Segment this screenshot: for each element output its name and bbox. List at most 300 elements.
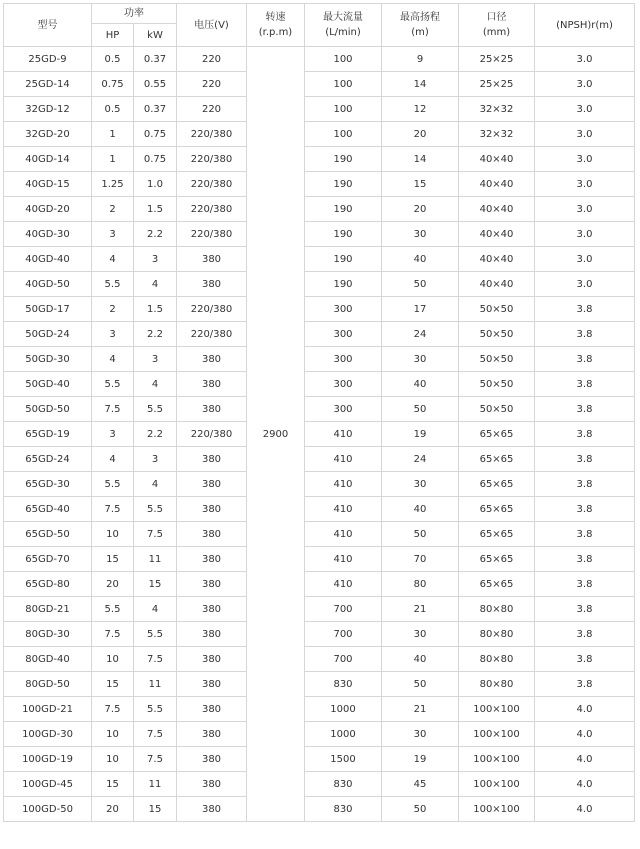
cell-voltage: 220	[177, 97, 247, 122]
table-body	[4, 47, 635, 822]
cell-model: 50GD-40	[4, 372, 92, 397]
cell-kw: 11	[134, 547, 177, 572]
cell-voltage: 380	[177, 697, 247, 722]
cell-kw: 4	[134, 272, 177, 297]
header-bore	[459, 4, 535, 47]
table-row	[4, 197, 635, 222]
table-row	[4, 372, 635, 397]
cell-model: 100GD-45	[4, 772, 92, 797]
cell-voltage: 220/380	[177, 422, 247, 447]
cell-bore: 32×32	[459, 122, 535, 147]
cell-flow: 190	[305, 222, 382, 247]
cell-kw: 4	[134, 597, 177, 622]
cell-model: 65GD-80	[4, 572, 92, 597]
cell-head: 14	[382, 147, 459, 172]
cell-kw: 0.37	[134, 47, 177, 72]
cell-bore: 65×65	[459, 447, 535, 472]
cell-kw: 2.2	[134, 222, 177, 247]
cell-flow: 190	[305, 172, 382, 197]
cell-voltage: 220/380	[177, 122, 247, 147]
cell-head: 19	[382, 747, 459, 772]
cell-kw: 11	[134, 772, 177, 797]
cell-npsh: 3.8	[535, 347, 635, 372]
cell-hp: 7.5	[92, 397, 134, 422]
cell-bore: 80×80	[459, 647, 535, 672]
cell-bore: 65×65	[459, 572, 535, 597]
cell-flow: 100	[305, 97, 382, 122]
cell-voltage: 380	[177, 272, 247, 297]
cell-model: 100GD-21	[4, 697, 92, 722]
cell-npsh: 3.8	[535, 522, 635, 547]
header-row-1	[4, 4, 635, 24]
cell-head: 24	[382, 322, 459, 347]
cell-bore: 65×65	[459, 522, 535, 547]
cell-model: 50GD-17	[4, 297, 92, 322]
table-row	[4, 422, 635, 447]
cell-model: 50GD-30	[4, 347, 92, 372]
cell-head: 20	[382, 122, 459, 147]
cell-bore: 32×32	[459, 97, 535, 122]
cell-kw: 1.5	[134, 197, 177, 222]
cell-kw: 0.75	[134, 147, 177, 172]
cell-npsh: 3.8	[535, 322, 635, 347]
cell-kw: 11	[134, 672, 177, 697]
cell-flow: 300	[305, 372, 382, 397]
cell-bore: 65×65	[459, 422, 535, 447]
cell-voltage: 380	[177, 597, 247, 622]
header-flow	[305, 4, 382, 47]
cell-flow: 700	[305, 647, 382, 672]
header-model: 型号	[4, 4, 92, 47]
cell-model: 40GD-14	[4, 147, 92, 172]
cell-flow: 1500	[305, 747, 382, 772]
cell-head: 21	[382, 697, 459, 722]
cell-voltage: 380	[177, 247, 247, 272]
cell-npsh: 3.0	[535, 197, 635, 222]
cell-bore: 25×25	[459, 47, 535, 72]
cell-head: 50	[382, 797, 459, 822]
header-head	[382, 4, 459, 47]
cell-kw: 1.5	[134, 297, 177, 322]
table-row	[4, 797, 635, 822]
cell-kw: 5.5	[134, 497, 177, 522]
cell-model: 40GD-20	[4, 197, 92, 222]
cell-voltage: 380	[177, 347, 247, 372]
cell-npsh: 3.0	[535, 97, 635, 122]
cell-kw: 0.55	[134, 72, 177, 97]
table-row	[4, 272, 635, 297]
cell-npsh: 3.8	[535, 372, 635, 397]
cell-model: 25GD-9	[4, 47, 92, 72]
cell-model: 32GD-20	[4, 122, 92, 147]
cell-kw: 3	[134, 247, 177, 272]
cell-hp: 0.75	[92, 72, 134, 97]
cell-flow: 190	[305, 272, 382, 297]
cell-npsh: 3.8	[535, 672, 635, 697]
cell-bore: 40×40	[459, 272, 535, 297]
cell-voltage: 220/380	[177, 172, 247, 197]
table-row	[4, 247, 635, 272]
table-row	[4, 472, 635, 497]
table-row	[4, 697, 635, 722]
cell-npsh: 3.8	[535, 297, 635, 322]
cell-kw: 4	[134, 472, 177, 497]
cell-hp: 1.25	[92, 172, 134, 197]
cell-npsh: 4.0	[535, 747, 635, 772]
table-row	[4, 222, 635, 247]
cell-kw: 2.2	[134, 322, 177, 347]
cell-model: 80GD-30	[4, 622, 92, 647]
cell-kw: 0.75	[134, 122, 177, 147]
cell-flow: 100	[305, 47, 382, 72]
cell-head: 17	[382, 297, 459, 322]
cell-model: 25GD-14	[4, 72, 92, 97]
cell-npsh: 3.0	[535, 147, 635, 172]
header-hp: HP	[92, 24, 134, 47]
cell-kw: 5.5	[134, 622, 177, 647]
cell-npsh: 3.0	[535, 72, 635, 97]
cell-model: 100GD-30	[4, 722, 92, 747]
cell-head: 21	[382, 597, 459, 622]
cell-bore: 80×80	[459, 672, 535, 697]
cell-speed: 2900	[247, 47, 305, 822]
cell-hp: 5.5	[92, 472, 134, 497]
cell-voltage: 380	[177, 772, 247, 797]
header-flow-title: 最大流量	[323, 12, 363, 23]
cell-hp: 10	[92, 522, 134, 547]
cell-bore: 40×40	[459, 222, 535, 247]
cell-hp: 3	[92, 222, 134, 247]
header-npsh: (NPSH)r(m)	[535, 4, 635, 47]
cell-kw: 3	[134, 447, 177, 472]
cell-head: 50	[382, 522, 459, 547]
cell-hp: 1	[92, 147, 134, 172]
cell-voltage: 380	[177, 547, 247, 572]
cell-flow: 830	[305, 797, 382, 822]
table-row	[4, 447, 635, 472]
table-row	[4, 747, 635, 772]
cell-head: 50	[382, 397, 459, 422]
cell-head: 24	[382, 447, 459, 472]
cell-voltage: 220/380	[177, 297, 247, 322]
header-head-unit: (m)	[411, 27, 429, 38]
cell-npsh: 3.8	[535, 497, 635, 522]
cell-hp: 1	[92, 122, 134, 147]
table-row	[4, 347, 635, 372]
cell-kw: 7.5	[134, 747, 177, 772]
cell-head: 20	[382, 197, 459, 222]
cell-head: 50	[382, 672, 459, 697]
cell-bore: 100×100	[459, 797, 535, 822]
header-bore-unit: (mm)	[482, 27, 511, 38]
cell-kw: 7.5	[134, 647, 177, 672]
cell-hp: 5.5	[92, 597, 134, 622]
cell-head: 14	[382, 72, 459, 97]
table-row	[4, 522, 635, 547]
cell-head: 30	[382, 622, 459, 647]
cell-flow: 410	[305, 522, 382, 547]
cell-voltage: 380	[177, 447, 247, 472]
table-row	[4, 647, 635, 672]
header-speed	[247, 4, 305, 47]
cell-voltage: 380	[177, 572, 247, 597]
cell-flow: 190	[305, 247, 382, 272]
cell-hp: 4	[92, 447, 134, 472]
cell-kw: 15	[134, 572, 177, 597]
cell-model: 40GD-50	[4, 272, 92, 297]
cell-bore: 65×65	[459, 497, 535, 522]
cell-kw: 1.0	[134, 172, 177, 197]
cell-head: 50	[382, 272, 459, 297]
cell-bore: 40×40	[459, 147, 535, 172]
cell-flow: 700	[305, 622, 382, 647]
header-bore-title: 口径	[486, 12, 507, 23]
header-speed-unit: (r.p.m)	[258, 27, 293, 38]
table-row	[4, 622, 635, 647]
cell-model: 80GD-50	[4, 672, 92, 697]
cell-npsh: 3.8	[535, 572, 635, 597]
cell-bore: 100×100	[459, 697, 535, 722]
cell-head: 30	[382, 347, 459, 372]
cell-bore: 100×100	[459, 722, 535, 747]
cell-hp: 10	[92, 722, 134, 747]
cell-npsh: 3.0	[535, 222, 635, 247]
table-row	[4, 322, 635, 347]
cell-npsh: 3.8	[535, 472, 635, 497]
cell-voltage: 380	[177, 672, 247, 697]
cell-npsh: 3.0	[535, 172, 635, 197]
cell-hp: 15	[92, 547, 134, 572]
cell-voltage: 220/380	[177, 222, 247, 247]
cell-bore: 50×50	[459, 297, 535, 322]
cell-bore: 50×50	[459, 397, 535, 422]
cell-head: 70	[382, 547, 459, 572]
cell-npsh: 3.8	[535, 622, 635, 647]
cell-model: 65GD-24	[4, 447, 92, 472]
cell-bore: 50×50	[459, 372, 535, 397]
cell-npsh: 4.0	[535, 697, 635, 722]
cell-kw: 3	[134, 347, 177, 372]
cell-bore: 50×50	[459, 322, 535, 347]
cell-npsh: 3.0	[535, 247, 635, 272]
cell-hp: 5.5	[92, 272, 134, 297]
cell-flow: 830	[305, 772, 382, 797]
cell-voltage: 380	[177, 797, 247, 822]
cell-hp: 7.5	[92, 697, 134, 722]
cell-voltage: 380	[177, 647, 247, 672]
cell-model: 65GD-30	[4, 472, 92, 497]
cell-flow: 1000	[305, 722, 382, 747]
cell-voltage: 380	[177, 622, 247, 647]
table-container	[3, 3, 635, 822]
table-row	[4, 672, 635, 697]
cell-flow: 300	[305, 397, 382, 422]
cell-hp: 5.5	[92, 372, 134, 397]
header-kw: kW	[134, 24, 177, 47]
cell-bore: 65×65	[459, 547, 535, 572]
cell-model: 32GD-12	[4, 97, 92, 122]
header-flow-unit: (L/min)	[325, 27, 361, 38]
cell-flow: 410	[305, 472, 382, 497]
cell-kw: 4	[134, 372, 177, 397]
cell-bore: 100×100	[459, 772, 535, 797]
cell-head: 45	[382, 772, 459, 797]
cell-hp: 15	[92, 672, 134, 697]
cell-kw: 7.5	[134, 522, 177, 547]
cell-model: 50GD-50	[4, 397, 92, 422]
cell-hp: 3	[92, 322, 134, 347]
table-row	[4, 147, 635, 172]
cell-head: 30	[382, 222, 459, 247]
header-head-title: 最高扬程	[400, 12, 440, 23]
cell-model: 100GD-19	[4, 747, 92, 772]
cell-npsh: 4.0	[535, 722, 635, 747]
cell-flow: 700	[305, 597, 382, 622]
cell-flow: 100	[305, 72, 382, 97]
cell-model: 40GD-40	[4, 247, 92, 272]
cell-hp: 4	[92, 347, 134, 372]
cell-voltage: 380	[177, 497, 247, 522]
cell-flow: 100	[305, 122, 382, 147]
cell-model: 80GD-40	[4, 647, 92, 672]
cell-bore: 80×80	[459, 597, 535, 622]
cell-flow: 410	[305, 572, 382, 597]
cell-npsh: 4.0	[535, 797, 635, 822]
table-row	[4, 172, 635, 197]
header-speed-title: 转速	[265, 12, 286, 23]
cell-model: 65GD-50	[4, 522, 92, 547]
cell-flow: 410	[305, 497, 382, 522]
cell-bore: 100×100	[459, 747, 535, 772]
cell-kw: 0.37	[134, 97, 177, 122]
cell-hp: 7.5	[92, 497, 134, 522]
cell-npsh: 3.8	[535, 397, 635, 422]
cell-bore: 40×40	[459, 247, 535, 272]
cell-npsh: 3.8	[535, 647, 635, 672]
cell-head: 80	[382, 572, 459, 597]
cell-npsh: 3.8	[535, 547, 635, 572]
cell-model: 80GD-21	[4, 597, 92, 622]
cell-npsh: 3.0	[535, 47, 635, 72]
cell-voltage: 220	[177, 72, 247, 97]
cell-voltage: 380	[177, 722, 247, 747]
cell-head: 30	[382, 472, 459, 497]
cell-head: 19	[382, 422, 459, 447]
cell-voltage: 220/380	[177, 197, 247, 222]
table-row	[4, 97, 635, 122]
table-row	[4, 572, 635, 597]
cell-bore: 40×40	[459, 172, 535, 197]
cell-hp: 10	[92, 647, 134, 672]
cell-hp: 0.5	[92, 47, 134, 72]
cell-head: 40	[382, 497, 459, 522]
cell-hp: 15	[92, 772, 134, 797]
table-row	[4, 47, 635, 72]
cell-hp: 3	[92, 422, 134, 447]
cell-hp: 20	[92, 572, 134, 597]
cell-voltage: 380	[177, 397, 247, 422]
cell-npsh: 3.8	[535, 597, 635, 622]
table-header	[4, 4, 635, 47]
cell-hp: 7.5	[92, 622, 134, 647]
cell-head: 9	[382, 47, 459, 72]
header-voltage: 电压(V)	[177, 4, 247, 47]
cell-model: 100GD-50	[4, 797, 92, 822]
cell-model: 40GD-15	[4, 172, 92, 197]
cell-npsh: 3.8	[535, 422, 635, 447]
cell-model: 65GD-19	[4, 422, 92, 447]
cell-bore: 40×40	[459, 197, 535, 222]
cell-voltage: 380	[177, 747, 247, 772]
cell-bore: 50×50	[459, 347, 535, 372]
cell-hp: 10	[92, 747, 134, 772]
header-power: 功率	[92, 4, 177, 24]
cell-flow: 410	[305, 447, 382, 472]
cell-hp: 20	[92, 797, 134, 822]
table-row	[4, 397, 635, 422]
cell-kw: 5.5	[134, 397, 177, 422]
cell-voltage: 380	[177, 522, 247, 547]
cell-flow: 410	[305, 547, 382, 572]
cell-hp: 4	[92, 247, 134, 272]
cell-kw: 15	[134, 797, 177, 822]
cell-head: 30	[382, 722, 459, 747]
cell-flow: 300	[305, 322, 382, 347]
cell-voltage: 380	[177, 372, 247, 397]
table-row	[4, 597, 635, 622]
cell-npsh: 4.0	[535, 772, 635, 797]
cell-model: 40GD-30	[4, 222, 92, 247]
cell-hp: 2	[92, 297, 134, 322]
table-row	[4, 297, 635, 322]
cell-head: 40	[382, 372, 459, 397]
table-row	[4, 122, 635, 147]
cell-head: 12	[382, 97, 459, 122]
cell-flow: 410	[305, 422, 382, 447]
cell-flow: 1000	[305, 697, 382, 722]
cell-npsh: 3.0	[535, 272, 635, 297]
cell-head: 40	[382, 247, 459, 272]
cell-flow: 190	[305, 147, 382, 172]
cell-voltage: 220/380	[177, 147, 247, 172]
cell-flow: 190	[305, 197, 382, 222]
cell-kw: 7.5	[134, 722, 177, 747]
cell-bore: 80×80	[459, 622, 535, 647]
cell-kw: 5.5	[134, 697, 177, 722]
table-row	[4, 72, 635, 97]
cell-voltage: 220	[177, 47, 247, 72]
table-row	[4, 497, 635, 522]
cell-kw: 2.2	[134, 422, 177, 447]
cell-model: 65GD-40	[4, 497, 92, 522]
table-row	[4, 547, 635, 572]
cell-model: 50GD-24	[4, 322, 92, 347]
cell-head: 40	[382, 647, 459, 672]
cell-hp: 2	[92, 197, 134, 222]
cell-bore: 65×65	[459, 472, 535, 497]
cell-model: 65GD-70	[4, 547, 92, 572]
cell-flow: 830	[305, 672, 382, 697]
cell-npsh: 3.8	[535, 447, 635, 472]
cell-bore: 25×25	[459, 72, 535, 97]
table-row	[4, 772, 635, 797]
pump-spec-table	[3, 3, 635, 822]
table-row	[4, 722, 635, 747]
cell-voltage: 380	[177, 472, 247, 497]
cell-head: 15	[382, 172, 459, 197]
cell-flow: 300	[305, 297, 382, 322]
cell-flow: 300	[305, 347, 382, 372]
